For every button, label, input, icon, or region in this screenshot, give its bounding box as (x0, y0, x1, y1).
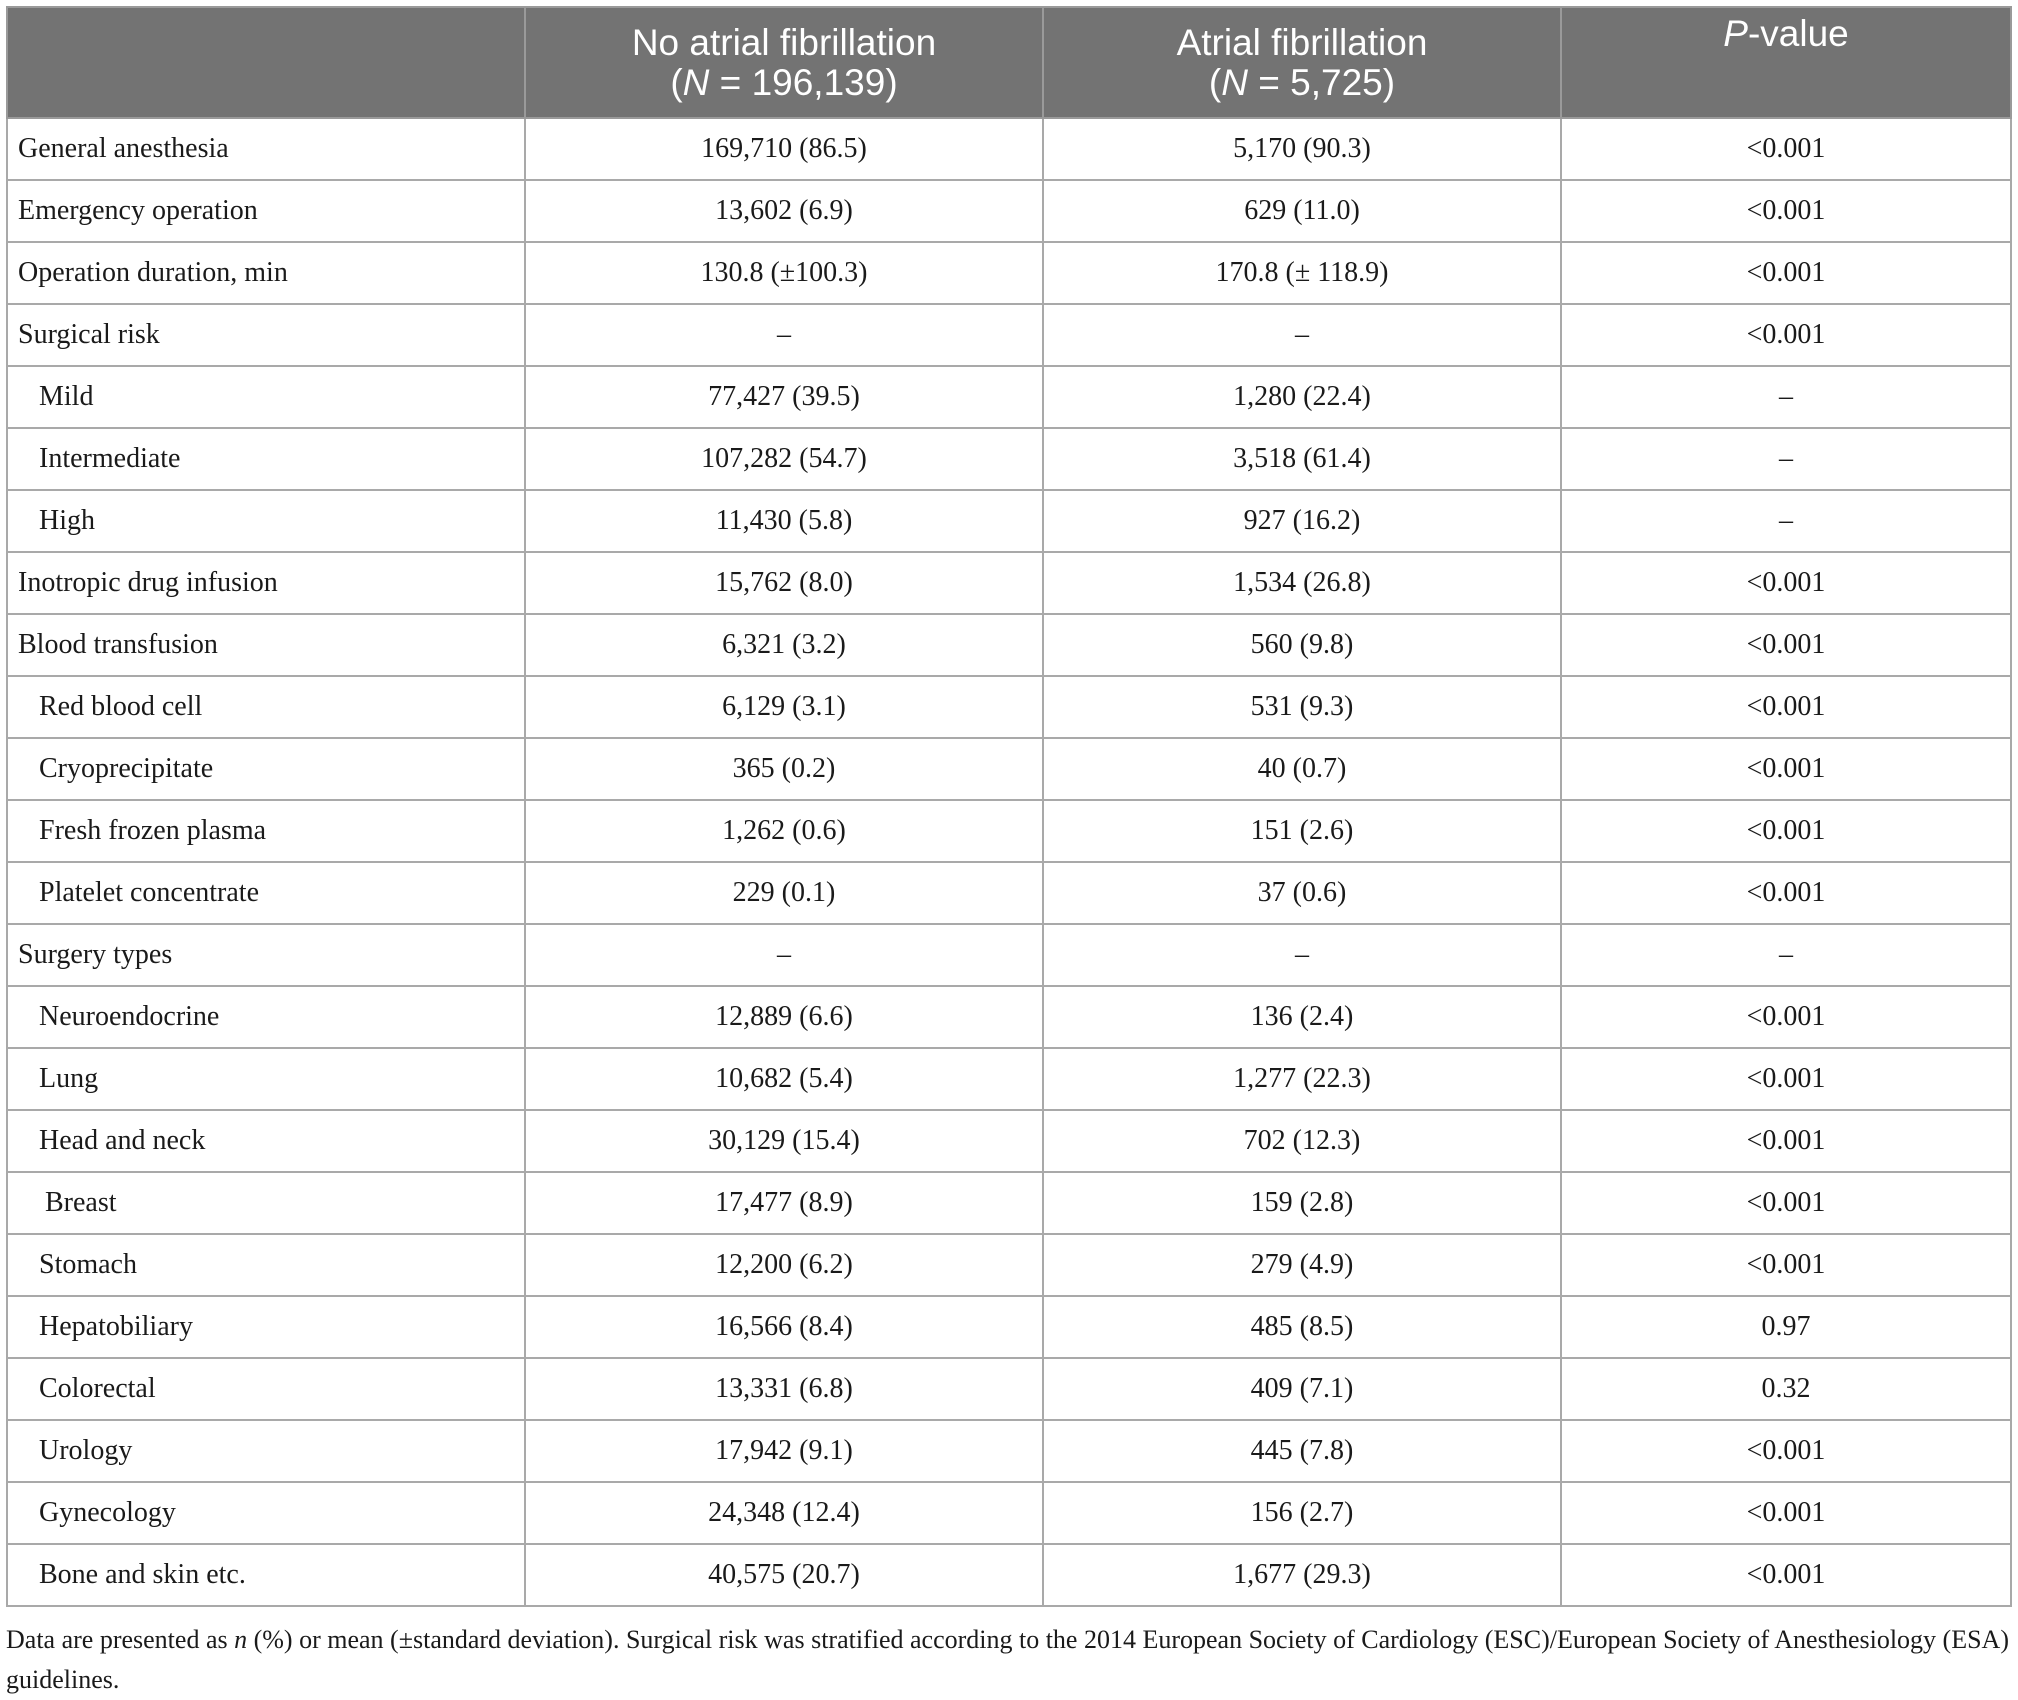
af-value: 1,534 (26.8) (1043, 552, 1561, 614)
af-value: 560 (9.8) (1043, 614, 1561, 676)
af-value: 531 (9.3) (1043, 676, 1561, 738)
row-label: Fresh frozen plasma (7, 800, 525, 862)
no-af-value: 24,348 (12.4) (525, 1482, 1043, 1544)
count-value: = 196,139) (709, 61, 898, 103)
p-value: <0.001 (1561, 738, 2011, 800)
row-label: Blood transfusion (7, 614, 525, 676)
row-label: Cryoprecipitate (7, 738, 525, 800)
no-af-value: 16,566 (8.4) (525, 1296, 1043, 1358)
header-af-count (1052, 63, 1552, 103)
paren-open: ( (670, 61, 683, 103)
af-value: 279 (4.9) (1043, 1234, 1561, 1296)
p-value-label: -value (1747, 13, 1849, 54)
row-label: Mild (7, 366, 525, 428)
table-row (7, 118, 2011, 180)
no-af-value: 10,682 (5.4) (525, 1048, 1043, 1110)
p-value: – (1561, 490, 2011, 552)
no-af-value: 6,129 (3.1) (525, 676, 1043, 738)
row-label: Urology (7, 1420, 525, 1482)
p-value: 0.32 (1561, 1358, 2011, 1420)
p-value: – (1561, 924, 2011, 986)
n-symbol: N (682, 61, 710, 103)
row-label: Red blood cell (7, 676, 525, 738)
footnote-text-1: Data are presented as (6, 1625, 235, 1654)
p-value: <0.001 (1561, 986, 2011, 1048)
af-value: 3,518 (61.4) (1043, 428, 1561, 490)
af-value: – (1043, 924, 1561, 986)
row-label: Neuroendocrine (7, 986, 525, 1048)
header-af-title: Atrial fibrillation (1176, 21, 1428, 63)
p-value: <0.001 (1561, 1110, 2011, 1172)
af-value: 409 (7.1) (1043, 1358, 1561, 1420)
table-row (7, 1296, 2011, 1358)
p-value: <0.001 (1561, 1048, 2011, 1110)
no-af-value: 30,129 (15.4) (525, 1110, 1043, 1172)
header-cell-no-af (525, 7, 1043, 118)
af-value: 445 (7.8) (1043, 1420, 1561, 1482)
p-value: <0.001 (1561, 180, 2011, 242)
af-value: 702 (12.3) (1043, 1110, 1561, 1172)
table-row (7, 1048, 2011, 1110)
no-af-value: 229 (0.1) (525, 862, 1043, 924)
af-value: 159 (2.8) (1043, 1172, 1561, 1234)
p-value: <0.001 (1561, 1544, 2011, 1606)
af-value: 37 (0.6) (1043, 862, 1561, 924)
header-row (7, 7, 2011, 118)
results-table (6, 6, 2012, 1607)
af-value: 156 (2.7) (1043, 1482, 1561, 1544)
no-af-value: 6,321 (3.2) (525, 614, 1043, 676)
p-value: <0.001 (1561, 862, 2011, 924)
row-label: Inotropic drug infusion (7, 552, 525, 614)
table-row (7, 1110, 2011, 1172)
table-row (7, 1234, 2011, 1296)
row-label: Surgery types (7, 924, 525, 986)
row-label: Gynecology (7, 1482, 525, 1544)
table-row (7, 862, 2011, 924)
p-symbol: P (1723, 13, 1748, 54)
row-label: Stomach (7, 1234, 525, 1296)
no-af-value: 17,477 (8.9) (525, 1172, 1043, 1234)
row-label: Intermediate (7, 428, 525, 490)
table-row (7, 242, 2011, 304)
table-row (7, 304, 2011, 366)
af-value: 485 (8.5) (1043, 1296, 1561, 1358)
row-label: Platelet concentrate (7, 862, 525, 924)
no-af-value: 17,942 (9.1) (525, 1420, 1043, 1482)
table-row (7, 366, 2011, 428)
no-af-value: 12,889 (6.6) (525, 986, 1043, 1048)
af-value: – (1043, 304, 1561, 366)
count-value: = 5,725) (1247, 61, 1396, 103)
no-af-value: 130.8 (±100.3) (525, 242, 1043, 304)
row-label: Breast (7, 1172, 525, 1234)
n-symbol: N (1221, 61, 1248, 103)
table-row (7, 800, 2011, 862)
table-row (7, 428, 2011, 490)
footnote-text-2: (%) or mean (±standard deviation). Surgical risk was stratified according to the 2014 European Society of Cardiology (ESC)/European Society of Anesthesiology (ESA) guidelines. (6, 1625, 2009, 1694)
p-value: <0.001 (1561, 614, 2011, 676)
p-value: <0.001 (1561, 1482, 2011, 1544)
no-af-value: 13,602 (6.9) (525, 180, 1043, 242)
footnote-n-symbol: n (234, 1625, 248, 1654)
p-value: <0.001 (1561, 304, 2011, 366)
af-value: 40 (0.7) (1043, 738, 1561, 800)
no-af-value: 1,262 (0.6) (525, 800, 1043, 862)
no-af-value: 13,331 (6.8) (525, 1358, 1043, 1420)
header-no-af-title: No atrial fibrillation (631, 21, 937, 63)
table-body (7, 118, 2011, 1606)
table-header (7, 7, 2011, 118)
table-row (7, 738, 2011, 800)
p-value: 0.97 (1561, 1296, 2011, 1358)
no-af-value: 77,427 (39.5) (525, 366, 1043, 428)
table-row (7, 180, 2011, 242)
table-row (7, 1358, 2011, 1420)
p-value: <0.001 (1561, 1420, 2011, 1482)
p-value: <0.001 (1561, 1234, 2011, 1296)
row-label: Hepatobiliary (7, 1296, 525, 1358)
af-value: 629 (11.0) (1043, 180, 1561, 242)
row-label: High (7, 490, 525, 552)
no-af-value: 107,282 (54.7) (525, 428, 1043, 490)
p-value: <0.001 (1561, 552, 2011, 614)
p-value: – (1561, 428, 2011, 490)
p-value: <0.001 (1561, 676, 2011, 738)
table-row (7, 924, 2011, 986)
row-label: Emergency operation (7, 180, 525, 242)
row-label: Bone and skin etc. (7, 1544, 525, 1606)
p-value: <0.001 (1561, 242, 2011, 304)
no-af-value: – (525, 924, 1043, 986)
no-af-value: 40,575 (20.7) (525, 1544, 1043, 1606)
no-af-value: 15,762 (8.0) (525, 552, 1043, 614)
row-label: Operation duration, min (7, 242, 525, 304)
p-value: <0.001 (1561, 1172, 2011, 1234)
row-label: Colorectal (7, 1358, 525, 1420)
af-value: 151 (2.6) (1043, 800, 1561, 862)
af-value: 5,170 (90.3) (1043, 118, 1561, 180)
header-cell-p-value (1561, 7, 2011, 118)
no-af-value: – (525, 304, 1043, 366)
no-af-value: 169,710 (86.5) (525, 118, 1043, 180)
row-label: Head and neck (7, 1110, 525, 1172)
af-value: 136 (2.4) (1043, 986, 1561, 1048)
table-row (7, 1172, 2011, 1234)
p-value: <0.001 (1561, 118, 2011, 180)
table-row (7, 490, 2011, 552)
table-row (7, 1420, 2011, 1482)
header-cell-empty (7, 7, 525, 118)
row-label: Lung (7, 1048, 525, 1110)
table-row (7, 1482, 2011, 1544)
table-row (7, 1544, 2011, 1606)
af-value: 1,677 (29.3) (1043, 1544, 1561, 1606)
af-value: 927 (16.2) (1043, 490, 1561, 552)
table-row (7, 986, 2011, 1048)
paren-open: ( (1208, 61, 1222, 103)
no-af-value: 12,200 (6.2) (525, 1234, 1043, 1296)
table-row (7, 552, 2011, 614)
header-no-af-count (534, 63, 1034, 103)
no-af-value: 11,430 (5.8) (525, 490, 1043, 552)
row-label: General anesthesia (7, 118, 525, 180)
row-label: Surgical risk (7, 304, 525, 366)
table-row (7, 676, 2011, 738)
p-value: – (1561, 366, 2011, 428)
af-value: 170.8 (± 118.9) (1043, 242, 1561, 304)
table-row (7, 614, 2011, 676)
af-value: 1,280 (22.4) (1043, 366, 1561, 428)
no-af-value: 365 (0.2) (525, 738, 1043, 800)
results-table-container (6, 6, 2010, 1607)
header-cell-af (1043, 7, 1561, 118)
p-value: <0.001 (1561, 800, 2011, 862)
af-value: 1,277 (22.3) (1043, 1048, 1561, 1110)
table-footnote (6, 1620, 2010, 1700)
